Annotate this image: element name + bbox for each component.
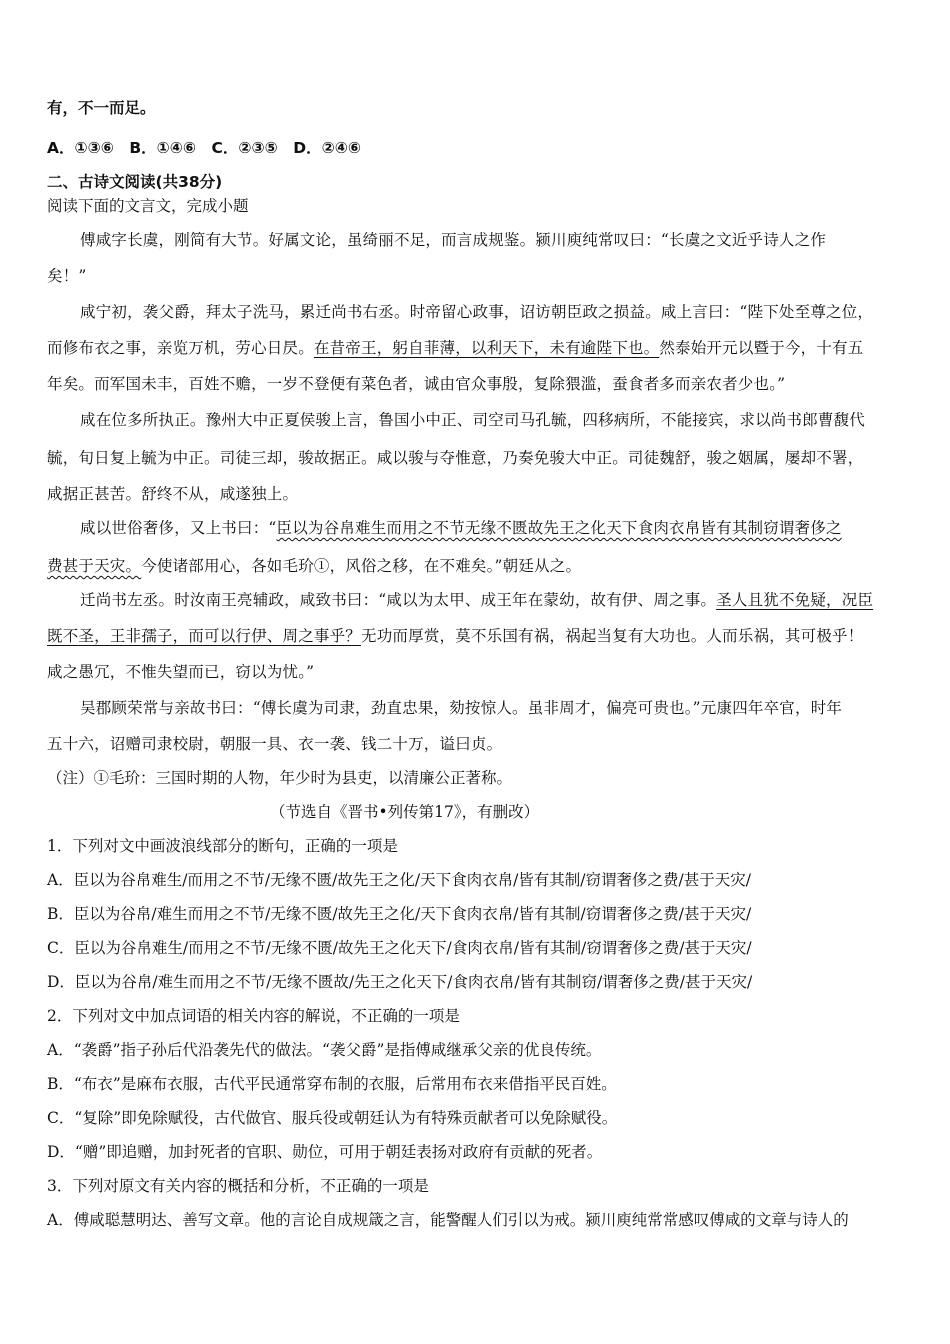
annotation-note: （注）①毛玠：三国时期的人物，年少时为县吏，以清廉公正著称。 — [47, 769, 513, 787]
passage-p2-line2-pre: 而修布衣之事，亲览万机，劳心日昃。 — [47, 339, 314, 357]
passage-p3-line1: 咸在位多所执正。豫州大中正夏侯骏上言，鲁国小中正、司空司马孔毓，四移病所，不能接宾，求以尚书郎曹馥代 — [80, 411, 866, 429]
question-1-option-b: B．臣以为谷帛/难生而用之不节/无缘不匮/故先王之化/天下食肉衣帛/皆有其制/窃谓奢侈之费/甚于天灾/ — [47, 905, 752, 923]
question-2-option-d: D．“赠”即追赠，加封死者的官职、勋位，可用于朝廷表扬对政府有贡献的死者。 — [47, 1143, 603, 1161]
passage-p2-line2-post: 然泰始开元以暨于今，十有五 — [659, 339, 864, 357]
passage-p6-line2: 五十六，诏赠司隶校尉，朝服一具、衣一袭、钱二十万，谥曰贞。 — [47, 735, 503, 753]
passage-p5-line2 — [47, 626, 863, 646]
underlined-sentence-2-part2: 既不圣，王非孺子，而可以行伊、周之事乎？ — [47, 627, 362, 645]
question-2-option-a: A．“袭爵”指子孙后代沿袭先代的做法。“袭父爵”是指傅咸继承父亲的优良传统。 — [47, 1041, 602, 1059]
passage-p2-line1: 咸宁初，袭父爵，拜太子洗马，累迁尚书右丞。时帝留心政事，诏访朝臣政之损益。咸上言曰：“陛下处至尊之位， — [80, 303, 874, 321]
passage-p1-line1: 傅咸字长虞，刚简有大节。好属文论，虽绮丽不足，而言成规鉴。颍川庾纯常叹曰：“长虞之文近乎诗人之作 — [80, 231, 827, 249]
passage-p6-line1: 吴郡顾荣常与亲故书曰：“傅长虞为司隶，劲直忠果，劾按惊人。虽非周才，偏亮可贵也。”元康四年卒官，时年 — [80, 699, 843, 717]
passage-p4-line1-pre: 咸以世俗奢侈，又上书曰：“ — [80, 519, 277, 537]
passage-p4-line1 — [80, 518, 842, 538]
passage-p5-line1 — [80, 590, 873, 610]
passage-p2-line3: 年矣。而军国未丰，百姓不赡，一岁不登便有菜色者，诚由官众事殷，复除猥滥，蚕食者多而亲农者少也。” — [47, 375, 786, 393]
question-3-stem: 3．下列对原文有关内容的概括和分析，不正确的一项是 — [47, 1177, 429, 1195]
question-2-stem: 2．下列对文中加点词语的相关内容的解说，不正确的一项是 — [47, 1007, 460, 1025]
question-1-stem: 1．下列对文中画波浪线部分的断句，正确的一项是 — [47, 837, 398, 855]
passage-p5-line3: 咸之愚冗，不惟失望而已，窃以为忧。” — [47, 663, 315, 681]
passage-p5-line1-pre: 迁尚书左丞。时汝南王亮辅政，咸致书曰：“咸以为太甲、成王年在蒙幼，故有伊、周之事。 — [80, 591, 717, 609]
wavy-sentence-part1: 臣以为谷帛难生而用之不节无缘不匮故先王之化天下食肉衣帛皆有其制窃谓奢侈之 — [276, 519, 842, 537]
question-3-option-a: A．傅咸聪慧明达、善写文章。他的言论自成规箴之言，能警醒人们引以为戒。颍川庾纯常常感叹傅咸的文章与诗人的 — [47, 1211, 849, 1229]
passage-p4-line2-post: 今使诸部用心，各如毛玠①，风俗之移，在不难矣。”朝廷从之。 — [141, 557, 582, 575]
previous-question-options: A．①③⑥ B．①④⑥ C．②③⑤ D．②④⑥ — [47, 139, 362, 157]
question-1-option-a: A．臣以为谷帛难生/而用之不节/无缘不匮/故先王之化/天下食肉衣帛/皆有其制/窃谓奢侈之费/甚于天灾/ — [47, 871, 751, 889]
passage-p1-line2: 矣！” — [47, 267, 87, 285]
underlined-sentence-1: 在昔帝王，躬自菲薄，以利天下，未有逾陛下也。 — [313, 339, 660, 357]
passage-p2-line2 — [47, 338, 863, 358]
question-1-option-c: C．臣以为谷帛难生/而用之不节/无缘不匮/故先王之化天下/食肉衣帛/皆有其制/窃谓奢侈之费/甚于天灾/ — [47, 939, 752, 957]
section-title: 二、古诗文阅读(共38分) — [47, 173, 223, 191]
passage-p3-line3: 咸据正甚苦。舒终不从，咸遂独上。 — [47, 485, 299, 503]
passage-p3-line2: 毓，旬日复上毓为中正。司徒三却，骏故据正。咸以骏与夺惟意，乃奏免骏大中正。司徒魏舒，骏之姻属，屡却不署， — [47, 449, 864, 467]
question-2-option-c: C．“复除”即免除赋役，古代做官、服兵役或朝廷认为有特殊贡献者可以免除赋役。 — [47, 1109, 618, 1127]
passage-p4-line2 — [47, 556, 581, 576]
previous-question-tail: 有，不一而足。 — [47, 99, 156, 117]
section-instruction: 阅读下面的文言文，完成小题 — [47, 197, 249, 215]
source-citation: （节选自《晋书•列传第17》，有删改） — [270, 803, 540, 821]
underlined-sentence-2-part1: 圣人且犹不免疑，况臣 — [716, 591, 874, 609]
wavy-sentence-part2: 费甚于天灾。 — [47, 557, 142, 575]
passage-p5-line2-post: 无功而厚赏，莫不乐国有祸，祸起当复有大功也。人而乐祸，其可极乎！ — [361, 627, 864, 645]
question-1-option-d: D．臣以为谷帛/难生而用之不节/无缘不匮故/先王之化天下/食肉衣帛/皆有其制窃/谓奢侈之费/甚于天灾/ — [47, 973, 753, 991]
question-2-option-b: B．“布衣”是麻布衣服，古代平民通常穿布制的衣服，后常用布衣来借指平民百姓。 — [47, 1075, 617, 1093]
